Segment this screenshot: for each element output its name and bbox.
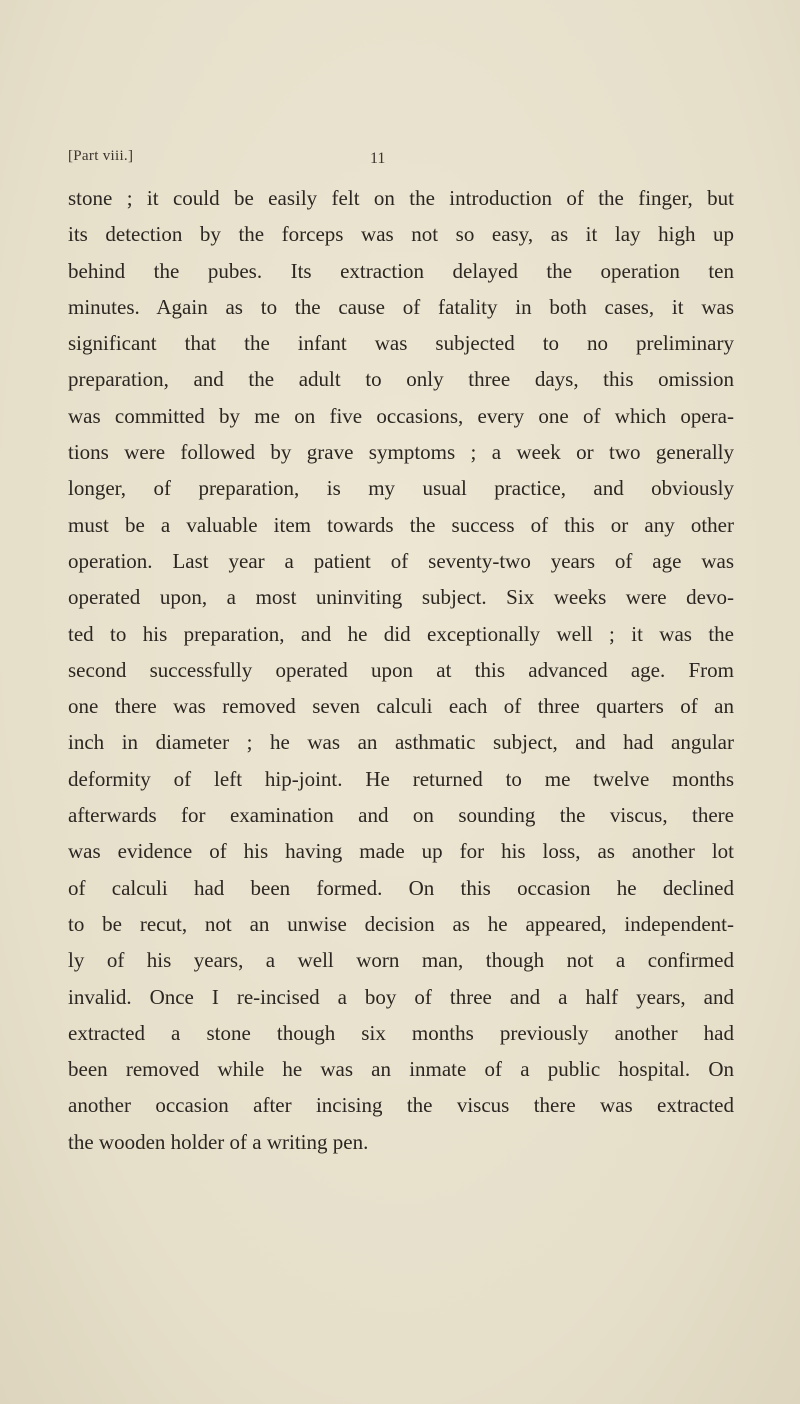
body-paragraph <box>68 180 734 1160</box>
text-line: the wooden holder of a writing pen. <box>68 1129 369 1154</box>
page-number: 11 <box>370 150 386 167</box>
text-line: preparation, and the adult to only three days, this omission <box>68 367 734 392</box>
text-line: ly of his years, a well worn man, though not a confirmed <box>68 948 734 973</box>
text-line: behind the pubes. Its extraction delayed the operation ten <box>68 258 734 283</box>
text-line: extracted a stone though six months previously another had <box>68 1020 734 1045</box>
text-line: operation. Last year a patient of seventy-two years of age was <box>68 548 734 573</box>
text-line: stone ; it could be easily felt on the introduction of the finger, but <box>68 186 734 210</box>
text-line: to be recut, not an unwise decision as he appeared, independent- <box>68 911 734 936</box>
text-line: must be a valuable item towards the success of this or any other <box>68 512 734 537</box>
text-line: minutes. Again as to the cause of fatality in both cases, it was <box>68 294 734 319</box>
text-line: longer, of preparation, is my usual practice, and obviously <box>68 476 734 501</box>
text-line: another occasion after incising the viscus there was extracted <box>68 1093 734 1118</box>
text-line: been removed while he was an inmate of a public hospital. On <box>68 1057 734 1082</box>
running-head <box>68 148 732 178</box>
text-line: operated upon, a most uninviting subject. Six weeks were devo- <box>68 585 734 610</box>
text-line: ted to his preparation, and he did exceptionally well ; it was the <box>68 621 734 646</box>
text-line: was evidence of his having made up for his loss, as another lot <box>68 839 734 864</box>
text-line: afterwards for examination and on sounding the viscus, there <box>68 803 734 828</box>
text-line: deformity of left hip-joint. He returned to me twelve months <box>68 766 734 791</box>
text-line: its detection by the forceps was not so easy, as it lay high up <box>68 222 734 247</box>
text-line: invalid. Once I re-incised a boy of three and a half years, and <box>68 984 734 1009</box>
text-line: was committed by me on five occasions, every one of which opera- <box>68 403 734 428</box>
part-label: [Part viii.] <box>68 148 134 164</box>
text-line: second successfully operated upon at this advanced age. From <box>68 657 734 682</box>
text-line: of calculi had been formed. On this occasion he declined <box>68 875 734 900</box>
text-line: tions were followed by grave symptoms ; a week or two generally <box>68 440 734 465</box>
text-line: significant that the infant was subjected to no preliminary <box>68 331 734 356</box>
text-line: inch in diameter ; he was an asthmatic subject, and had angular <box>68 730 734 755</box>
text-line: one there was removed seven calculi each of three quarters of an <box>68 694 734 719</box>
